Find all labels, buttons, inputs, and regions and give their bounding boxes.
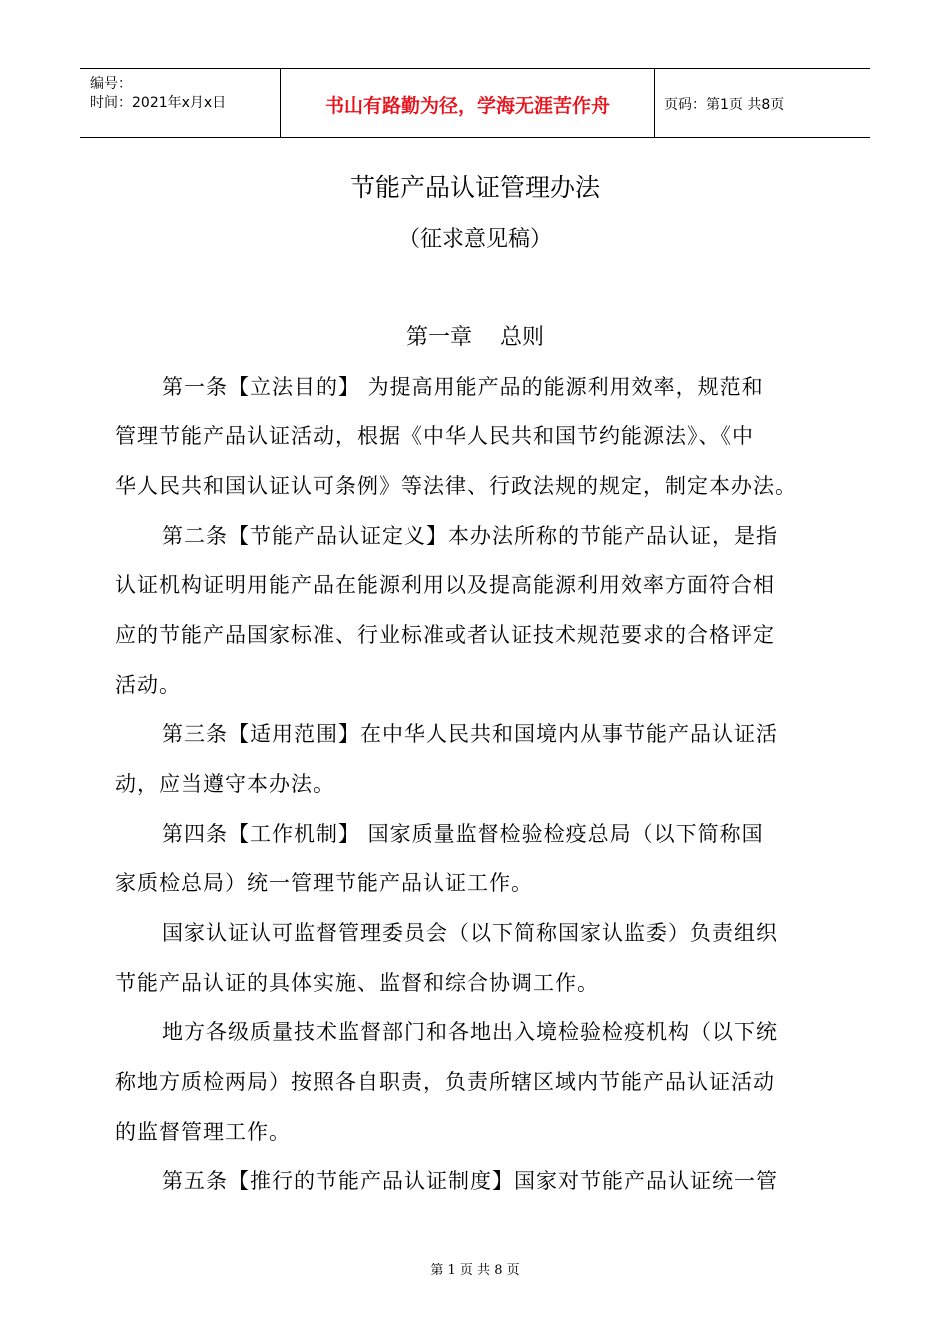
body-line: 称地方质检两局）按照各自职责，负责所辖区域内节能产品认证活动 [115,1070,775,1094]
body-line: 地方各级质量技术监督部门和各地出入境检验检疫机构（以下统 [162,1020,778,1044]
body-line: 家质检总局）统一管理节能产品认证工作。 [115,871,533,895]
header-table [80,68,870,138]
header-divider [654,69,655,137]
document-date: 时间：2021年x月x日 [90,95,227,111]
document-subtitle: （征求意见稿） [397,227,552,252]
body-line: 动，应当遵守本办法。 [115,772,335,796]
body-line: 活动。 [115,673,181,697]
body-line: 第四条【工作机制】 国家质量监督检验检疫总局（以下简称国 [162,822,764,846]
body-line: 认证机构证明用能产品在能源利用以及提高能源利用效率方面符合相 [115,573,775,597]
header-page-info: 页码：第1页 共8页 [664,97,785,113]
header-meta [80,69,280,137]
body-line: 节能产品认证的具体实施、监督和综合协调工作。 [115,971,599,995]
document-title: 节能产品认证管理办法 [349,173,600,202]
document-number-label: 编号： [90,76,132,92]
chapter-heading: 第一章 总则 [406,325,544,350]
body-line: 第二条【节能产品认证定义】本办法所称的节能产品认证，是指 [162,524,778,548]
body-line: 应的节能产品国家标准、行业标准或者认证技术规范要求的合格评定 [115,623,775,647]
body-line: 国家认证认可监督管理委员会（以下简称国家认监委）负责组织 [162,921,778,945]
body-line: 管理节能产品认证活动，根据《中华人民共和国节约能源法》、《中 [115,424,754,448]
body-line: 第一条【立法目的】 为提高用能产品的能源利用效率，规范和 [162,375,764,399]
body-line: 华人民共和国认证认可条例》等法律、行政法规的规定，制定本办法。 [115,474,797,498]
body-line: 的监督管理工作。 [115,1120,291,1144]
body-line: 第三条【适用范围】在中华人民共和国境内从事节能产品认证活 [162,722,778,746]
page-footer: 第 1 页 共 8 页 [430,1263,520,1278]
header-motto: 书山有路勤为径，学海无涯苦作舟 [324,95,610,117]
body-line: 第五条【推行的节能产品认证制度】国家对节能产品认证统一管 [162,1169,778,1193]
